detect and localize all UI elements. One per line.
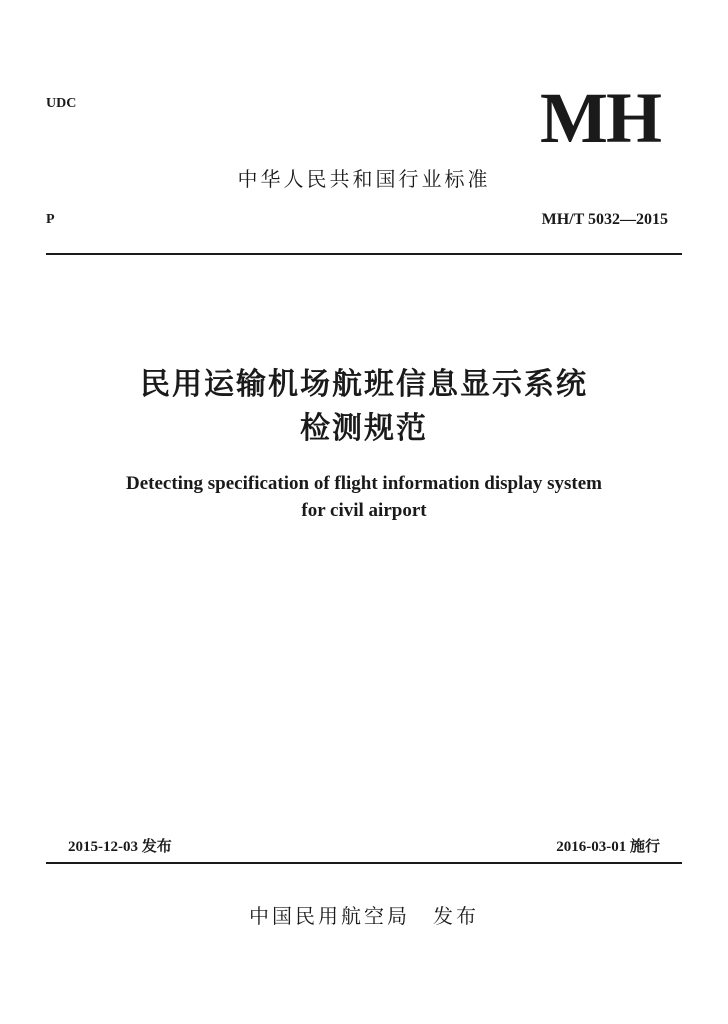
standard-number: MH/T 5032—2015 [541, 211, 668, 228]
udc-label: UDC [46, 96, 77, 111]
bottom-divider [46, 862, 682, 864]
publisher: 中国民用航空局 发布 [249, 904, 479, 928]
issuer-heading: 中华人民共和国行业标准 [237, 167, 491, 191]
chinese-title [0, 363, 728, 451]
english-title-line-1: Detecting specification of flight information display system [125, 473, 602, 494]
classification-code: P [46, 212, 55, 227]
chinese-title-line-2: 检测规范 [300, 411, 428, 446]
implementation-date: 2016-03-01 施行 [556, 839, 660, 855]
chinese-title-line-1: 民用运输机场航班信息显示系统 [140, 367, 588, 402]
mh-logo: MH [540, 78, 660, 158]
issue-date: 2015-12-03 发布 [68, 839, 172, 855]
english-title-line-2: for civil airport [301, 500, 427, 521]
top-divider [46, 253, 682, 255]
english-title [0, 470, 728, 524]
